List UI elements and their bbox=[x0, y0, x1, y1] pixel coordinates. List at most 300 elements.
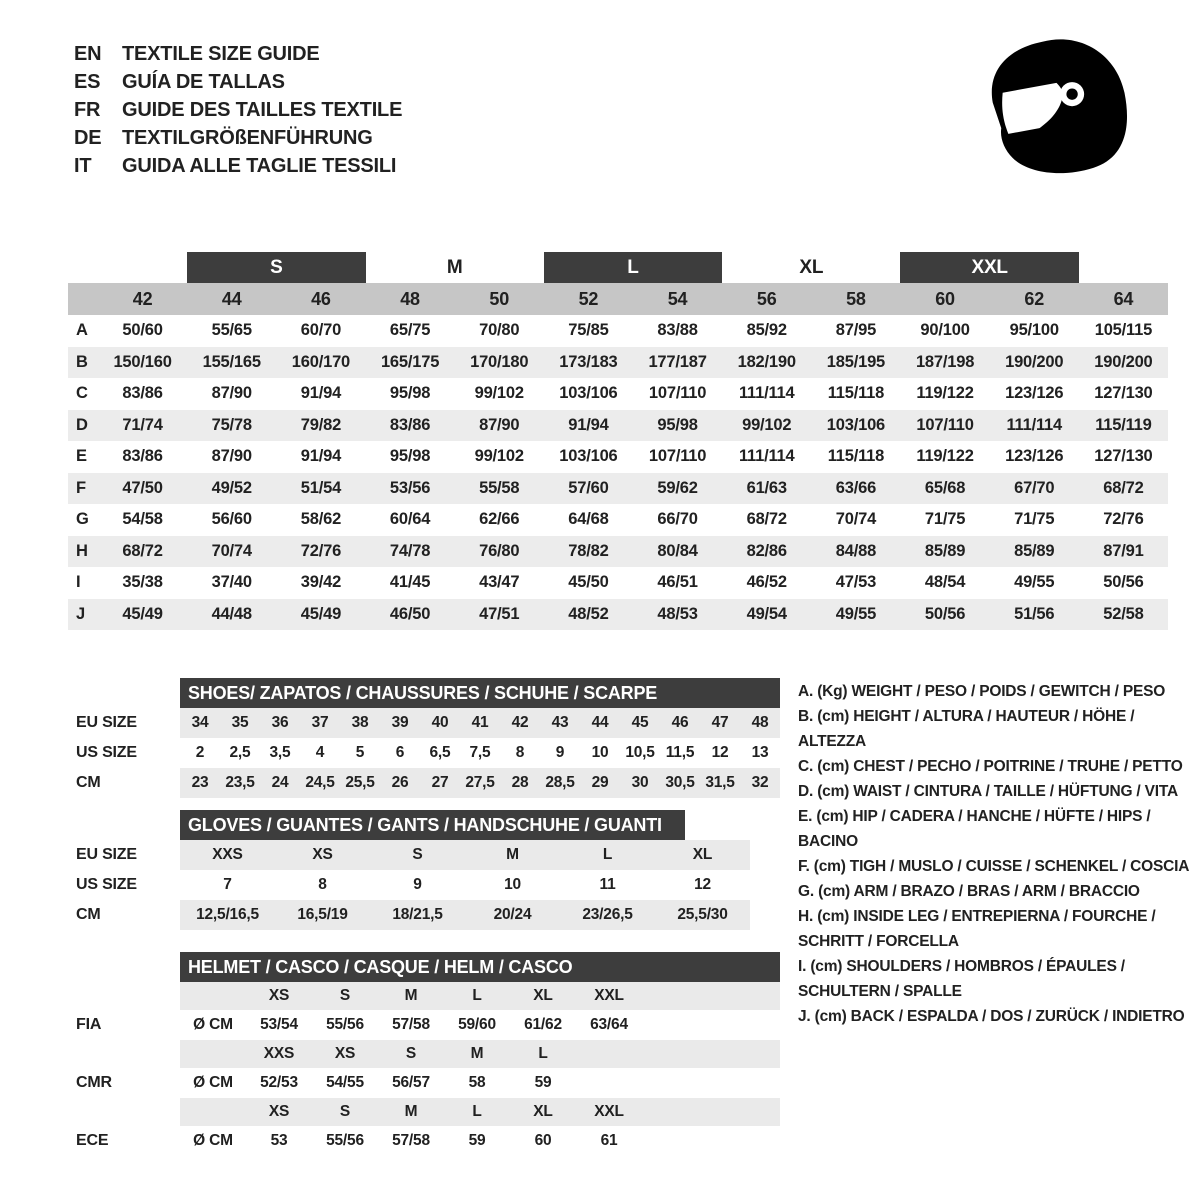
size-letter: S bbox=[405, 1045, 417, 1062]
size-value: 45/49 bbox=[122, 604, 163, 623]
size-value: 78/82 bbox=[568, 541, 609, 560]
size-letter: XXL bbox=[594, 987, 624, 1004]
size-value: 76/80 bbox=[479, 541, 520, 560]
size-value: 11,5 bbox=[665, 744, 695, 761]
size-value: 3,5 bbox=[269, 744, 291, 761]
size-value: 72/76 bbox=[1103, 510, 1144, 529]
size-value: 2,5 bbox=[229, 744, 251, 761]
row-label: EU SIZE bbox=[68, 846, 180, 864]
helmet-size-band bbox=[180, 1098, 780, 1126]
language-code: ES bbox=[74, 71, 101, 93]
size-value: 91/94 bbox=[300, 384, 342, 403]
size-value: 27 bbox=[420, 768, 460, 798]
size-value: 115/118 bbox=[827, 447, 885, 466]
size-value: 83/86 bbox=[122, 447, 163, 466]
size-value: L bbox=[560, 840, 655, 870]
size-value: 46 bbox=[660, 708, 700, 738]
size-value: 63/64 bbox=[590, 1016, 628, 1033]
strip-row-cm bbox=[68, 768, 780, 798]
size-letter: S bbox=[339, 1103, 351, 1120]
size-value: 43 bbox=[540, 708, 580, 738]
size-value: 25,5 bbox=[340, 768, 380, 798]
size-value: 82/86 bbox=[746, 541, 787, 560]
size-number: 60 bbox=[935, 288, 955, 309]
size-value: 47 bbox=[700, 708, 740, 738]
size-value: 60/64 bbox=[389, 510, 431, 529]
size-value: 87/91 bbox=[1103, 541, 1144, 560]
size-value: 4 bbox=[315, 744, 325, 761]
size-value: 150/160 bbox=[113, 352, 172, 371]
size-value: 48/53 bbox=[657, 604, 698, 623]
size-value: 12 bbox=[711, 744, 729, 761]
size-value: 111/114 bbox=[738, 384, 795, 403]
size-value: 49/55 bbox=[835, 604, 877, 623]
legend-item: F. (cm) TIGH / MUSLO / CUISSE / SCHENKEL / COSCIA bbox=[798, 858, 1190, 875]
size-value: 10 bbox=[591, 744, 609, 761]
measure-row-j bbox=[68, 599, 1168, 631]
row-letter: C bbox=[76, 384, 88, 403]
size-value: 103/106 bbox=[559, 447, 618, 466]
size-number: 52 bbox=[578, 288, 599, 309]
size-value: 173/183 bbox=[559, 352, 618, 371]
size-value: 119/122 bbox=[916, 447, 974, 466]
size-number: 50 bbox=[489, 288, 510, 309]
size-letter: XL bbox=[533, 1103, 553, 1120]
language-code: DE bbox=[74, 127, 102, 149]
gloves-rows bbox=[68, 840, 780, 930]
size-value: 51/54 bbox=[300, 478, 342, 497]
size-value: 24,5 bbox=[300, 768, 340, 798]
size-value: XXS bbox=[180, 840, 275, 870]
row-letter: I bbox=[76, 573, 81, 592]
size-value: 28 bbox=[500, 768, 540, 798]
size-value: 71/75 bbox=[1014, 510, 1055, 529]
size-value: 42 bbox=[500, 708, 540, 738]
size-value: 87/95 bbox=[835, 321, 877, 340]
size-value: 111/114 bbox=[1006, 415, 1062, 434]
size-value: 34 bbox=[180, 708, 220, 738]
strip-row-eu-size bbox=[68, 840, 780, 870]
size-number: 58 bbox=[846, 288, 866, 309]
measure-row-c bbox=[68, 378, 1168, 410]
size-letter: M bbox=[470, 1045, 484, 1062]
size-value: 40 bbox=[420, 708, 460, 738]
size-value: 56/60 bbox=[211, 510, 252, 529]
language-title: GUIDE DES TAILLES TEXTILE bbox=[122, 99, 403, 121]
language-code: IT bbox=[74, 155, 92, 177]
size-value: 177/187 bbox=[648, 352, 707, 371]
language-row bbox=[74, 68, 402, 96]
size-value: 31,5 bbox=[700, 768, 740, 798]
size-value: 10,5 bbox=[625, 744, 655, 761]
size-value: 50/56 bbox=[924, 604, 966, 623]
size-value: 70/74 bbox=[211, 541, 252, 560]
size-value: XS bbox=[275, 840, 370, 870]
size-value: 24 bbox=[260, 768, 300, 798]
size-value: 48/54 bbox=[924, 573, 966, 592]
row-label: CMR bbox=[76, 1074, 112, 1091]
size-value: 190/200 bbox=[1005, 352, 1064, 371]
size-value: 107/110 bbox=[916, 415, 974, 434]
size-value: 47/50 bbox=[122, 478, 163, 497]
size-value: 64/68 bbox=[568, 510, 609, 529]
size-value: 85/92 bbox=[746, 321, 787, 340]
strip-row-us-size bbox=[68, 738, 780, 768]
size-value: 16,5/19 bbox=[275, 900, 370, 930]
diameter-cm-label: Ø CM bbox=[193, 1132, 233, 1149]
size-value: 99/102 bbox=[474, 384, 524, 403]
size-value: 68/72 bbox=[122, 541, 163, 560]
size-number: 54 bbox=[667, 288, 688, 309]
size-value: 67/70 bbox=[1014, 478, 1055, 497]
size-value: 160/170 bbox=[291, 352, 351, 371]
size-value: 127/130 bbox=[1094, 447, 1153, 466]
legend-item: C. (cm) CHEST / PECHO / POITRINE / TRUHE / PETTO bbox=[798, 758, 1183, 775]
strip-row-eu-size bbox=[68, 708, 780, 738]
size-group-header-row bbox=[68, 252, 1168, 283]
row-letter: D bbox=[76, 415, 88, 434]
size-value: 57/58 bbox=[392, 1016, 430, 1033]
size-value: 51/56 bbox=[1014, 604, 1055, 623]
row-letter: F bbox=[76, 478, 86, 497]
size-number: 64 bbox=[1113, 288, 1134, 309]
diameter-cm-label: Ø CM bbox=[193, 1016, 233, 1033]
size-value: 8 bbox=[515, 744, 525, 761]
size-value: 59/62 bbox=[657, 478, 698, 497]
size-value: 59 bbox=[468, 1132, 486, 1149]
racing-helmet-icon bbox=[980, 28, 1150, 200]
size-value: 65/75 bbox=[389, 321, 431, 340]
language-title: TEXTILGRÖßENFÜHRUNG bbox=[122, 127, 373, 149]
size-letter: XS bbox=[334, 1045, 356, 1062]
size-value: 119/122 bbox=[916, 384, 974, 403]
size-value: 74/78 bbox=[389, 541, 431, 560]
helmet-row-fia bbox=[68, 1010, 780, 1040]
size-value: 115/119 bbox=[1095, 415, 1152, 434]
size-letter: M bbox=[404, 987, 418, 1004]
size-value: 45/49 bbox=[300, 604, 342, 623]
size-value: 35/38 bbox=[122, 573, 163, 592]
size-value: 50/56 bbox=[1103, 573, 1144, 592]
row-label: US SIZE bbox=[68, 876, 180, 894]
size-letter: XS bbox=[268, 987, 290, 1004]
size-number: 48 bbox=[400, 288, 420, 309]
size-value: 26 bbox=[380, 768, 420, 798]
size-value: 20/24 bbox=[465, 900, 560, 930]
size-value: 7 bbox=[223, 876, 232, 893]
size-value: M bbox=[465, 840, 560, 870]
size-value: 87/90 bbox=[479, 415, 520, 434]
measure-row-h bbox=[68, 536, 1168, 568]
size-value: 50/60 bbox=[122, 321, 163, 340]
row-letter: H bbox=[76, 541, 88, 560]
size-value: 29 bbox=[580, 768, 620, 798]
size-letter: S bbox=[339, 987, 351, 1004]
size-value: 190/200 bbox=[1094, 352, 1153, 371]
language-row bbox=[74, 96, 402, 124]
strip-row-cm bbox=[68, 900, 780, 930]
size-value: 45/50 bbox=[568, 573, 609, 592]
size-value: 5 bbox=[355, 744, 365, 761]
size-value: XL bbox=[655, 840, 750, 870]
size-value: 68/72 bbox=[746, 510, 787, 529]
size-value: 182/190 bbox=[737, 352, 796, 371]
row-letter: B bbox=[76, 352, 88, 371]
row-label: CM bbox=[68, 906, 180, 924]
size-value: 83/86 bbox=[122, 384, 163, 403]
size-value: 41 bbox=[460, 708, 500, 738]
size-value: 83/86 bbox=[389, 415, 431, 434]
language-code: EN bbox=[74, 43, 102, 65]
size-letter: XXS bbox=[263, 1045, 295, 1062]
size-value: 35 bbox=[220, 708, 260, 738]
language-row bbox=[74, 124, 402, 152]
row-letter: G bbox=[76, 510, 89, 529]
size-value: 71/75 bbox=[924, 510, 966, 529]
size-value: 87/90 bbox=[211, 384, 252, 403]
size-value: 155/165 bbox=[202, 352, 261, 371]
shoes-rows bbox=[68, 708, 780, 798]
gloves-size-table bbox=[68, 810, 780, 930]
size-value: 39 bbox=[380, 708, 420, 738]
size-value: 57/58 bbox=[392, 1132, 430, 1149]
strip-row-us-size bbox=[68, 870, 780, 900]
row-letter: E bbox=[76, 447, 87, 466]
measure-row-b bbox=[68, 347, 1168, 379]
size-value: 53/54 bbox=[260, 1016, 298, 1033]
size-value: 12,5/16,5 bbox=[180, 900, 275, 930]
measure-row-a bbox=[68, 315, 1168, 347]
measure-row-i bbox=[68, 567, 1168, 599]
language-row bbox=[74, 152, 402, 180]
size-value: 185/195 bbox=[826, 352, 886, 371]
size-value: 58 bbox=[468, 1074, 486, 1091]
size-value: 44 bbox=[580, 708, 620, 738]
size-group-l: L bbox=[544, 252, 722, 283]
row-label: FIA bbox=[76, 1016, 102, 1033]
size-letter: L bbox=[538, 1045, 548, 1062]
size-value: 9 bbox=[413, 876, 422, 893]
size-value: 30 bbox=[620, 768, 660, 798]
size-value: 23 bbox=[180, 768, 220, 798]
size-value: 90/100 bbox=[920, 321, 970, 340]
size-value: 23/26,5 bbox=[560, 900, 655, 930]
size-value: 99/102 bbox=[742, 415, 792, 434]
size-value: 66/70 bbox=[657, 510, 698, 529]
helmet-section-header: HELMET / CASCO / CASQUE / HELM / CASCO bbox=[180, 952, 780, 982]
size-value: 71/74 bbox=[122, 415, 163, 434]
size-value: 65/68 bbox=[924, 478, 966, 497]
size-value: 72/76 bbox=[300, 541, 342, 560]
size-value: 54/55 bbox=[326, 1074, 364, 1091]
size-value: 8 bbox=[318, 876, 327, 893]
size-value: 55/58 bbox=[479, 478, 520, 497]
size-value: 59/60 bbox=[458, 1016, 496, 1033]
size-value: 95/98 bbox=[389, 384, 431, 403]
row-letter: J bbox=[76, 604, 85, 623]
size-value: 46/51 bbox=[657, 573, 698, 592]
size-value: 47/53 bbox=[835, 573, 877, 592]
size-value: 87/90 bbox=[211, 447, 252, 466]
legend-item: A. (Kg) WEIGHT / PESO / POIDS / GEWITCH / PESO bbox=[798, 683, 1166, 700]
size-value: 38 bbox=[340, 708, 380, 738]
size-value: 46/50 bbox=[389, 604, 431, 623]
legend-item: I. (cm) SHOULDERS / HOMBROS / ÉPAULES / SCHULTERN / SPALLE bbox=[798, 958, 1125, 1000]
helmet-size-table bbox=[68, 952, 780, 1156]
size-value: 54/58 bbox=[122, 510, 163, 529]
size-value: 10 bbox=[504, 876, 521, 893]
size-value: 28,5 bbox=[540, 768, 580, 798]
size-value: 45 bbox=[620, 708, 660, 738]
language-title: GUÍA DE TALLAS bbox=[122, 71, 285, 93]
size-value: 84/88 bbox=[835, 541, 877, 560]
size-value: 187/198 bbox=[915, 352, 975, 371]
size-value: 49/54 bbox=[746, 604, 787, 623]
size-value: 63/66 bbox=[835, 478, 877, 497]
size-value: 25,5/30 bbox=[655, 900, 750, 930]
size-value: 70/74 bbox=[835, 510, 877, 529]
size-value: 48 bbox=[740, 708, 780, 738]
helmet-size-band bbox=[180, 982, 780, 1010]
size-value: 68/72 bbox=[1103, 478, 1144, 497]
size-value: 41/45 bbox=[389, 573, 431, 592]
size-number: 44 bbox=[221, 288, 242, 309]
language-title: GUIDA ALLE TAGLIE TESSILI bbox=[122, 155, 397, 177]
main-size-table bbox=[68, 252, 1168, 630]
size-value: 61/62 bbox=[524, 1016, 562, 1033]
row-label: US SIZE bbox=[68, 744, 180, 762]
size-value: 123/126 bbox=[1005, 447, 1064, 466]
size-value: 103/106 bbox=[826, 415, 886, 434]
legend-item: J. (cm) BACK / ESPALDA / DOS / ZURÜCK / INDIETRO bbox=[798, 1008, 1185, 1025]
size-value: 53/56 bbox=[389, 478, 431, 497]
size-value: 85/89 bbox=[924, 541, 966, 560]
size-value: 165/175 bbox=[380, 352, 440, 371]
size-value: 32 bbox=[740, 768, 780, 798]
size-value: 91/94 bbox=[300, 447, 342, 466]
size-value: 23,5 bbox=[220, 768, 260, 798]
size-value: 61 bbox=[600, 1132, 618, 1149]
size-value: 80/84 bbox=[657, 541, 698, 560]
size-value: 49/55 bbox=[1014, 573, 1055, 592]
size-value: 59 bbox=[534, 1074, 552, 1091]
measure-row-d bbox=[68, 410, 1168, 442]
size-value: 115/118 bbox=[827, 384, 885, 403]
size-value: 7,5 bbox=[469, 744, 491, 761]
size-value: 12 bbox=[694, 876, 711, 893]
size-value: 27,5 bbox=[460, 768, 500, 798]
helmet-rows bbox=[68, 982, 780, 1156]
language-code: FR bbox=[74, 99, 101, 121]
size-number: 62 bbox=[1024, 288, 1045, 309]
size-value: 44/48 bbox=[211, 604, 252, 623]
size-value: 75/85 bbox=[568, 321, 609, 340]
size-value: 95/100 bbox=[1009, 321, 1059, 340]
racing-helmet-graphic bbox=[980, 28, 1150, 200]
measurement-rows bbox=[68, 315, 1168, 630]
size-value: 103/106 bbox=[559, 384, 618, 403]
size-value: 11 bbox=[599, 876, 616, 893]
size-value: 107/110 bbox=[648, 384, 707, 403]
size-value: 30,5 bbox=[660, 768, 700, 798]
size-value: 170/180 bbox=[470, 352, 529, 371]
size-value: 37 bbox=[300, 708, 340, 738]
size-letter: XXL bbox=[594, 1103, 624, 1120]
size-value: 61/63 bbox=[746, 478, 787, 497]
legend-item: H. (cm) INSIDE LEG / ENTREPIERNA / FOURCHE / SCHRITT / FORCELLA bbox=[798, 908, 1156, 950]
row-label: EU SIZE bbox=[68, 714, 180, 732]
size-value: 75/78 bbox=[211, 415, 252, 434]
size-value: 107/110 bbox=[648, 447, 707, 466]
numeric-size-band bbox=[68, 283, 1168, 315]
size-value: 85/89 bbox=[1014, 541, 1055, 560]
legend-item: E. (cm) HIP / CADERA / HANCHE / HÜFTE / HIPS / BACINO bbox=[798, 808, 1151, 850]
size-value: 60 bbox=[534, 1132, 552, 1149]
helmet-row-cmr bbox=[68, 1068, 780, 1098]
size-number: 46 bbox=[311, 288, 331, 309]
diameter-cm-label: Ø CM bbox=[193, 1074, 233, 1091]
size-letter: L bbox=[472, 987, 482, 1004]
size-value: 99/102 bbox=[474, 447, 524, 466]
size-group-xl: XL bbox=[799, 257, 824, 278]
language-title: TEXTILE SIZE GUIDE bbox=[122, 43, 320, 65]
size-value: 53 bbox=[270, 1132, 288, 1149]
legend-item: B. (cm) HEIGHT / ALTURA / HAUTEUR / HÖHE / ALTEZZA bbox=[798, 708, 1135, 750]
size-letter: L bbox=[472, 1103, 482, 1120]
size-number: 56 bbox=[756, 288, 777, 309]
size-value: 127/130 bbox=[1094, 384, 1153, 403]
size-value: 79/82 bbox=[300, 415, 342, 434]
size-value: 95/98 bbox=[657, 415, 698, 434]
size-group-m: M bbox=[446, 257, 463, 278]
size-value: 111/114 bbox=[738, 447, 795, 466]
size-value: 52/53 bbox=[260, 1074, 298, 1091]
size-value: 123/126 bbox=[1005, 384, 1064, 403]
size-value: 105/115 bbox=[1094, 321, 1153, 340]
size-value: 57/60 bbox=[568, 478, 609, 497]
size-number: 42 bbox=[132, 288, 153, 309]
size-value: 36 bbox=[260, 708, 300, 738]
size-value: 58/62 bbox=[300, 510, 342, 529]
size-value: 83/88 bbox=[657, 321, 698, 340]
size-value: 2 bbox=[195, 744, 205, 761]
measure-row-f bbox=[68, 473, 1168, 505]
size-value: 46/52 bbox=[746, 573, 787, 592]
row-letter: A bbox=[76, 321, 88, 340]
helmet-size-band bbox=[180, 1040, 780, 1068]
size-value: 55/56 bbox=[326, 1016, 364, 1033]
size-value: 6 bbox=[395, 744, 405, 761]
size-value: 13 bbox=[751, 744, 769, 761]
size-letter: XL bbox=[533, 987, 553, 1004]
size-value: 56/57 bbox=[392, 1074, 430, 1091]
size-value: 37/40 bbox=[211, 573, 252, 592]
language-row bbox=[74, 40, 402, 68]
size-letter: M bbox=[404, 1103, 418, 1120]
measurement-legend bbox=[798, 679, 1196, 1029]
legend-item: D. (cm) WAIST / CINTURA / TAILLE / HÜFTUNG / VITA bbox=[798, 783, 1178, 800]
size-value: 49/52 bbox=[211, 478, 252, 497]
shoes-section-header: SHOES/ ZAPATOS / CHAUSSURES / SCHUHE / SCARPE bbox=[180, 678, 780, 708]
size-value: 48/52 bbox=[568, 604, 609, 623]
size-group-xxl: XXL bbox=[900, 252, 1078, 283]
size-value: 95/98 bbox=[389, 447, 431, 466]
size-value: 52/58 bbox=[1103, 604, 1144, 623]
size-value: S bbox=[370, 840, 465, 870]
size-value: 55/65 bbox=[211, 321, 252, 340]
helmet-row-ece bbox=[68, 1126, 780, 1156]
size-value: 43/47 bbox=[479, 573, 520, 592]
